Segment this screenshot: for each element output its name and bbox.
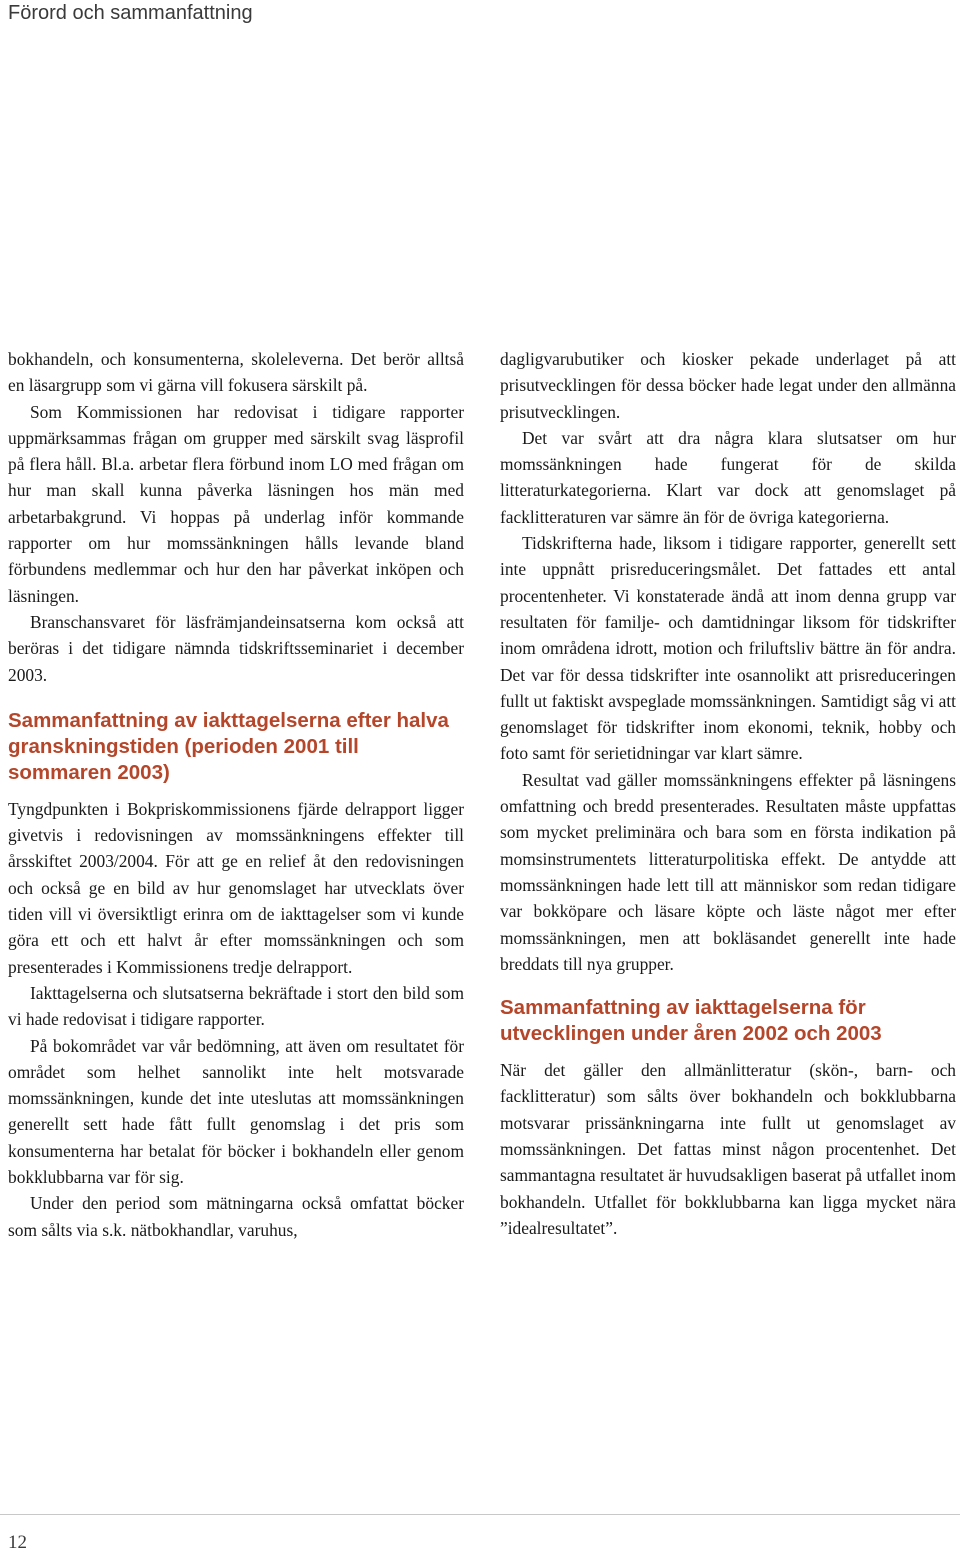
- paragraph: Resultat vad gäller momssänkningens effekter på läsningens omfattning och bredd presenterades. Resultaten måste uppfattas som mycket preliminära och bara som en första indikation på momsinstrumentets litteraturpolitiska effekt. De antydde att momssänkningen hade lett till att människor som redan tidigare var bokköpare och läsare köpte och läste något mer efter momssänkningen, men att bokläsandet generellt inte hade breddats till nya grupper.: [500, 769, 956, 974]
- section-heading: Sammanfattning av iakttagelserna för utvecklingen under åren 2002 och 2003: [500, 996, 882, 1046]
- footer-divider: [0, 1514, 960, 1515]
- paragraph: På bokområdet var vår bedömning, att även om resultatet för området som helhet sannolikt inte helt motsvarade momssänkningen, kunde det inte uteslutas att momssänkningen generellt sett hade fått fullt genomslag i det pris som konsumenterna har betalat för böcker i bokhandeln eller genom bokklubbarna var för sig.: [8, 1035, 464, 1188]
- paragraph: När det gäller den allmänlitteratur (skön-, barn- och facklitteratur) som sålts över bokhandeln och bokklubbarna motsvarar prissänkningarna inte fullt ut genomslaget av momssänkningen. Det fattas minst någon procentenhet. Det sammantagna resultatet är huvudsakligen baserat på utfallet inom bokhandeln. Utfallet för bokklubbarna kan ligga mycket nära ”idealresultatet”.: [500, 1060, 956, 1238]
- page-number: 12: [8, 1532, 27, 1553]
- paragraph: bokhandeln, och konsumenterna, skoleleverna. Det berör alltså en läsargrupp som vi gärna vill fokusera särskilt på.: [8, 349, 464, 396]
- paragraph: Under den period som mätningarna också omfattat böcker som sålts via s.k. nätbokhandlar, varuhus,: [8, 1193, 464, 1240]
- paragraph: Branschansvaret för läsfrämjandeinsatserna kom också att beröras i det tidigare nämnda tidskriftsseminariet i december 2003.: [8, 611, 464, 685]
- paragraph: Tidskrifterna hade, liksom i tidigare rapporter, generellt sett inte uppnått prisreduceringsmålet. Det fattades ett antal procentenheter. Vi konstaterade ändå att inom denna grupp var resultaten för familje- och damtidningar liksom för tidskrifter inom områdena idrott, motion och friluftsliv bättre än för andra. Det var för dessa tidskrifter inte osannolikt att prisreduceringen fullt ut faktiskt avspeglade momssänkningen. Samtidigt såg vi att genomslaget för tidskrifter inom ekonomi, teknik, hobby och foto samt för serietidningar var klart sämre.: [500, 533, 956, 764]
- paragraph: Som Kommissionen har redovisat i tidigare rapporter uppmärksammas frågan om grupper med särskilt svag läsprofil på flera håll. Bl.a. arbetar flera förbund inom LO med frågan om hur man skall kunna påverka läsningen hos män med arbetarbakgrund. Vi hoppas på underlag inför kommande rapporter om hur momssänkningen hålls levande bland förbundens medlemmar och hur den har påverkat inköpen och läsningen.: [8, 401, 464, 606]
- section-heading: Sammanfattning av iakttagelserna efter halva granskningstiden (perioden 2001 till sommaren 2003): [8, 708, 449, 784]
- paragraph: Iakttagelserna och slutsatserna bekräftade i stort den bild som vi hade redovisat i tidigare rapporter.: [8, 982, 464, 1030]
- left-column: [8, 346, 464, 1243]
- paragraph: dagligvarubutiker och kiosker pekade underlaget på att prisutvecklingen för dessa böcker hade legat under den allmänna prisutvecklingen.: [500, 349, 956, 422]
- right-column: [500, 346, 956, 1241]
- running-head: Förord och sammanfattning: [8, 2, 253, 24]
- paragraph: Det var svårt att dra några klara slutsatser om hur momssänkningen hade fungerat för de skilda litteraturkategorierna. Klart var dock att genomslaget på facklitteraturen var sämre än för de övriga kategorierna.: [500, 427, 956, 527]
- paragraph: Tyngdpunkten i Bokpriskommissionens fjärde delrapport ligger givetvis i redovisningen av momssänkningens effekter till årsskiftet 2003/2004. För att ge en relief åt den redovisningen och också ge en bild av hur genomslaget har utvecklats över tiden vill vi översiktligt erinra om de iakttagelser som vi kunde göra ett och ett halvt år efter momssänkningen och som presenterades i Kommissionens tredje delrapport.: [8, 798, 464, 977]
